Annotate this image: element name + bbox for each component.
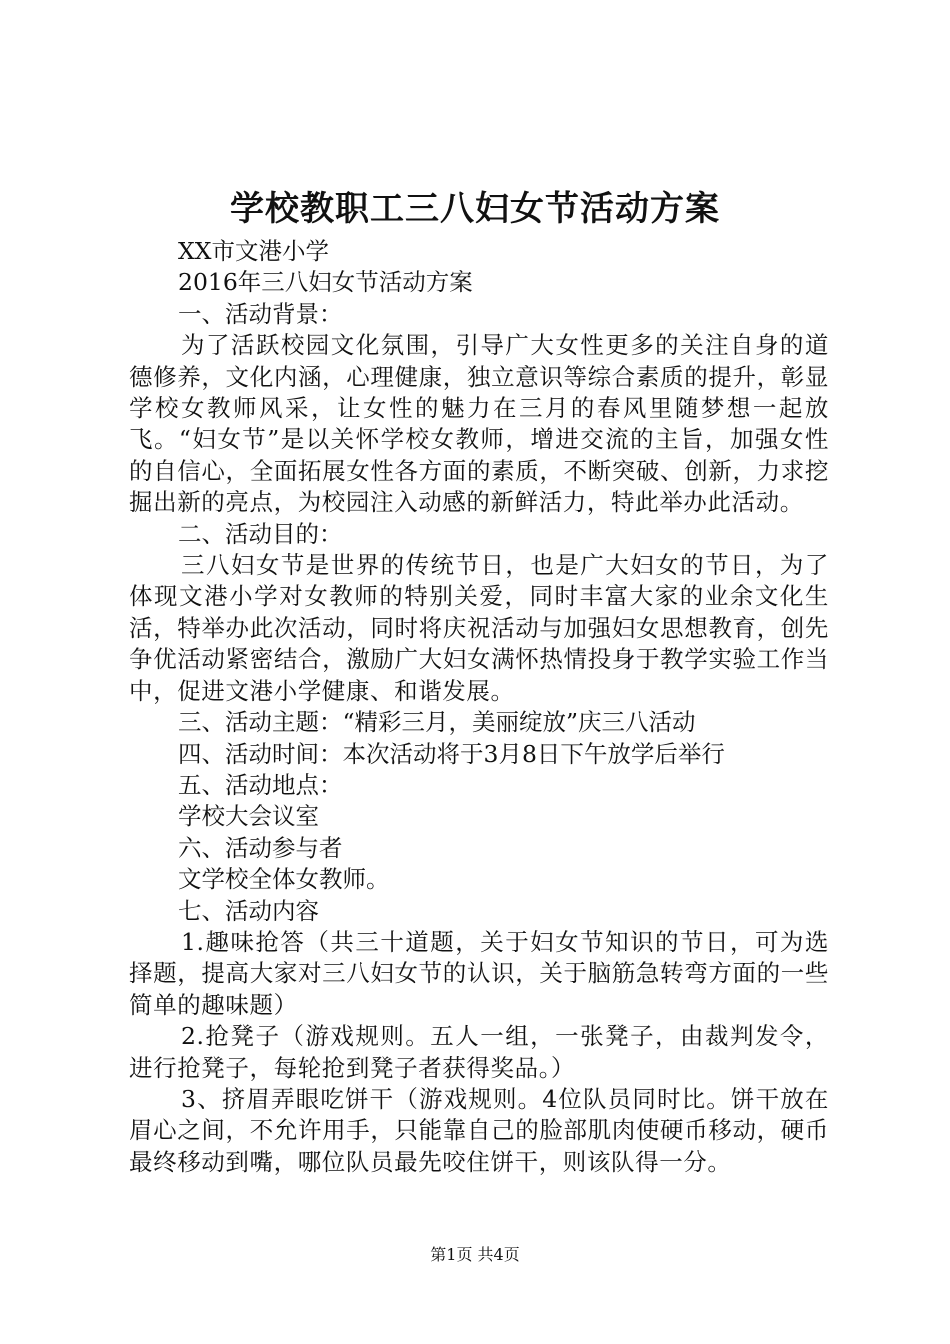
document-body xyxy=(129,236,829,1178)
school-name: XX市文港小学 xyxy=(178,237,329,265)
page-footer: 第1页 共4页 xyxy=(430,1245,520,1264)
section-heading-participants: 六、活动参与者 xyxy=(178,833,343,862)
paragraph-background: 为了活跃校园文化氛围，引导广大女性更多的关注自身的道德修养，文化内涵，心理健康，独立意识等综合素质的提升，彰显学校女教师风采，让女性的魅力在三月的春风里随梦想一起放飞。“妇女节”是以关怀学校女教师，增进交流的主旨，加强女性的自信心，全面拓展女性各方面的素质，不断突破、创新，力求挖掘出新的亮点，为校园注入动感的新鲜活力，特此举办此活动。 xyxy=(129,331,829,517)
content-item-biscuit: 3、挤眉弄眼吃饼干（游戏规则。4位队员同时比。饼干放在眉心之间，不允许用手，只能靠自己的脸部肌肉使硬币移动，硬币最终移动到嘴，哪位队员最先咬住饼干，则该队得一分。 xyxy=(129,1084,829,1176)
participants-value: 文学校全体女教师。 xyxy=(178,865,390,894)
section-heading-location: 五、活动地点： xyxy=(178,770,343,799)
document-title: 学校教职工三八妇女节活动方案 xyxy=(230,189,720,229)
content-item-quiz: 1.趣味抢答（共三十道题，关于妇女节知识的节日，可为选择题，提高大家对三八妇女节的认识，关于脑筋急转弯方面的一些简单的趣味题） xyxy=(129,927,829,1019)
section-time: 四、活动时间：本次活动将于3月8日下午放学后举行 xyxy=(178,739,725,768)
section-heading-content: 七、活动内容 xyxy=(178,896,319,925)
section-heading-purpose: 二、活动目的： xyxy=(178,519,343,548)
section-theme: 三、活动主题：“精彩三月，美丽绽放”庆三八活动 xyxy=(178,708,696,737)
paragraph-purpose: 三八妇女节是世界的传统节日，也是广大妇女的节日，为了体现文港小学对女教师的特别关爱，同时丰富大家的业余文化生活，特举办此次活动，同时将庆祝活动与加强妇女思想教育，创先争优活动紧密结合，激励广大妇女满怀热情投身于教学实验工作当中，促进文港小学健康、和谐发展。 xyxy=(129,551,829,705)
location-value: 学校大会议室 xyxy=(178,802,319,831)
section-heading-background: 一、活动背景： xyxy=(178,299,343,328)
plan-subtitle: 2016年三八妇女节活动方案 xyxy=(178,268,473,297)
content-item-chairs: 2.抢凳子（游戏规则。五人一组，一张凳子，由裁判发令，进行抢凳子，每轮抢到凳子者获得奖品。） xyxy=(129,1022,829,1082)
